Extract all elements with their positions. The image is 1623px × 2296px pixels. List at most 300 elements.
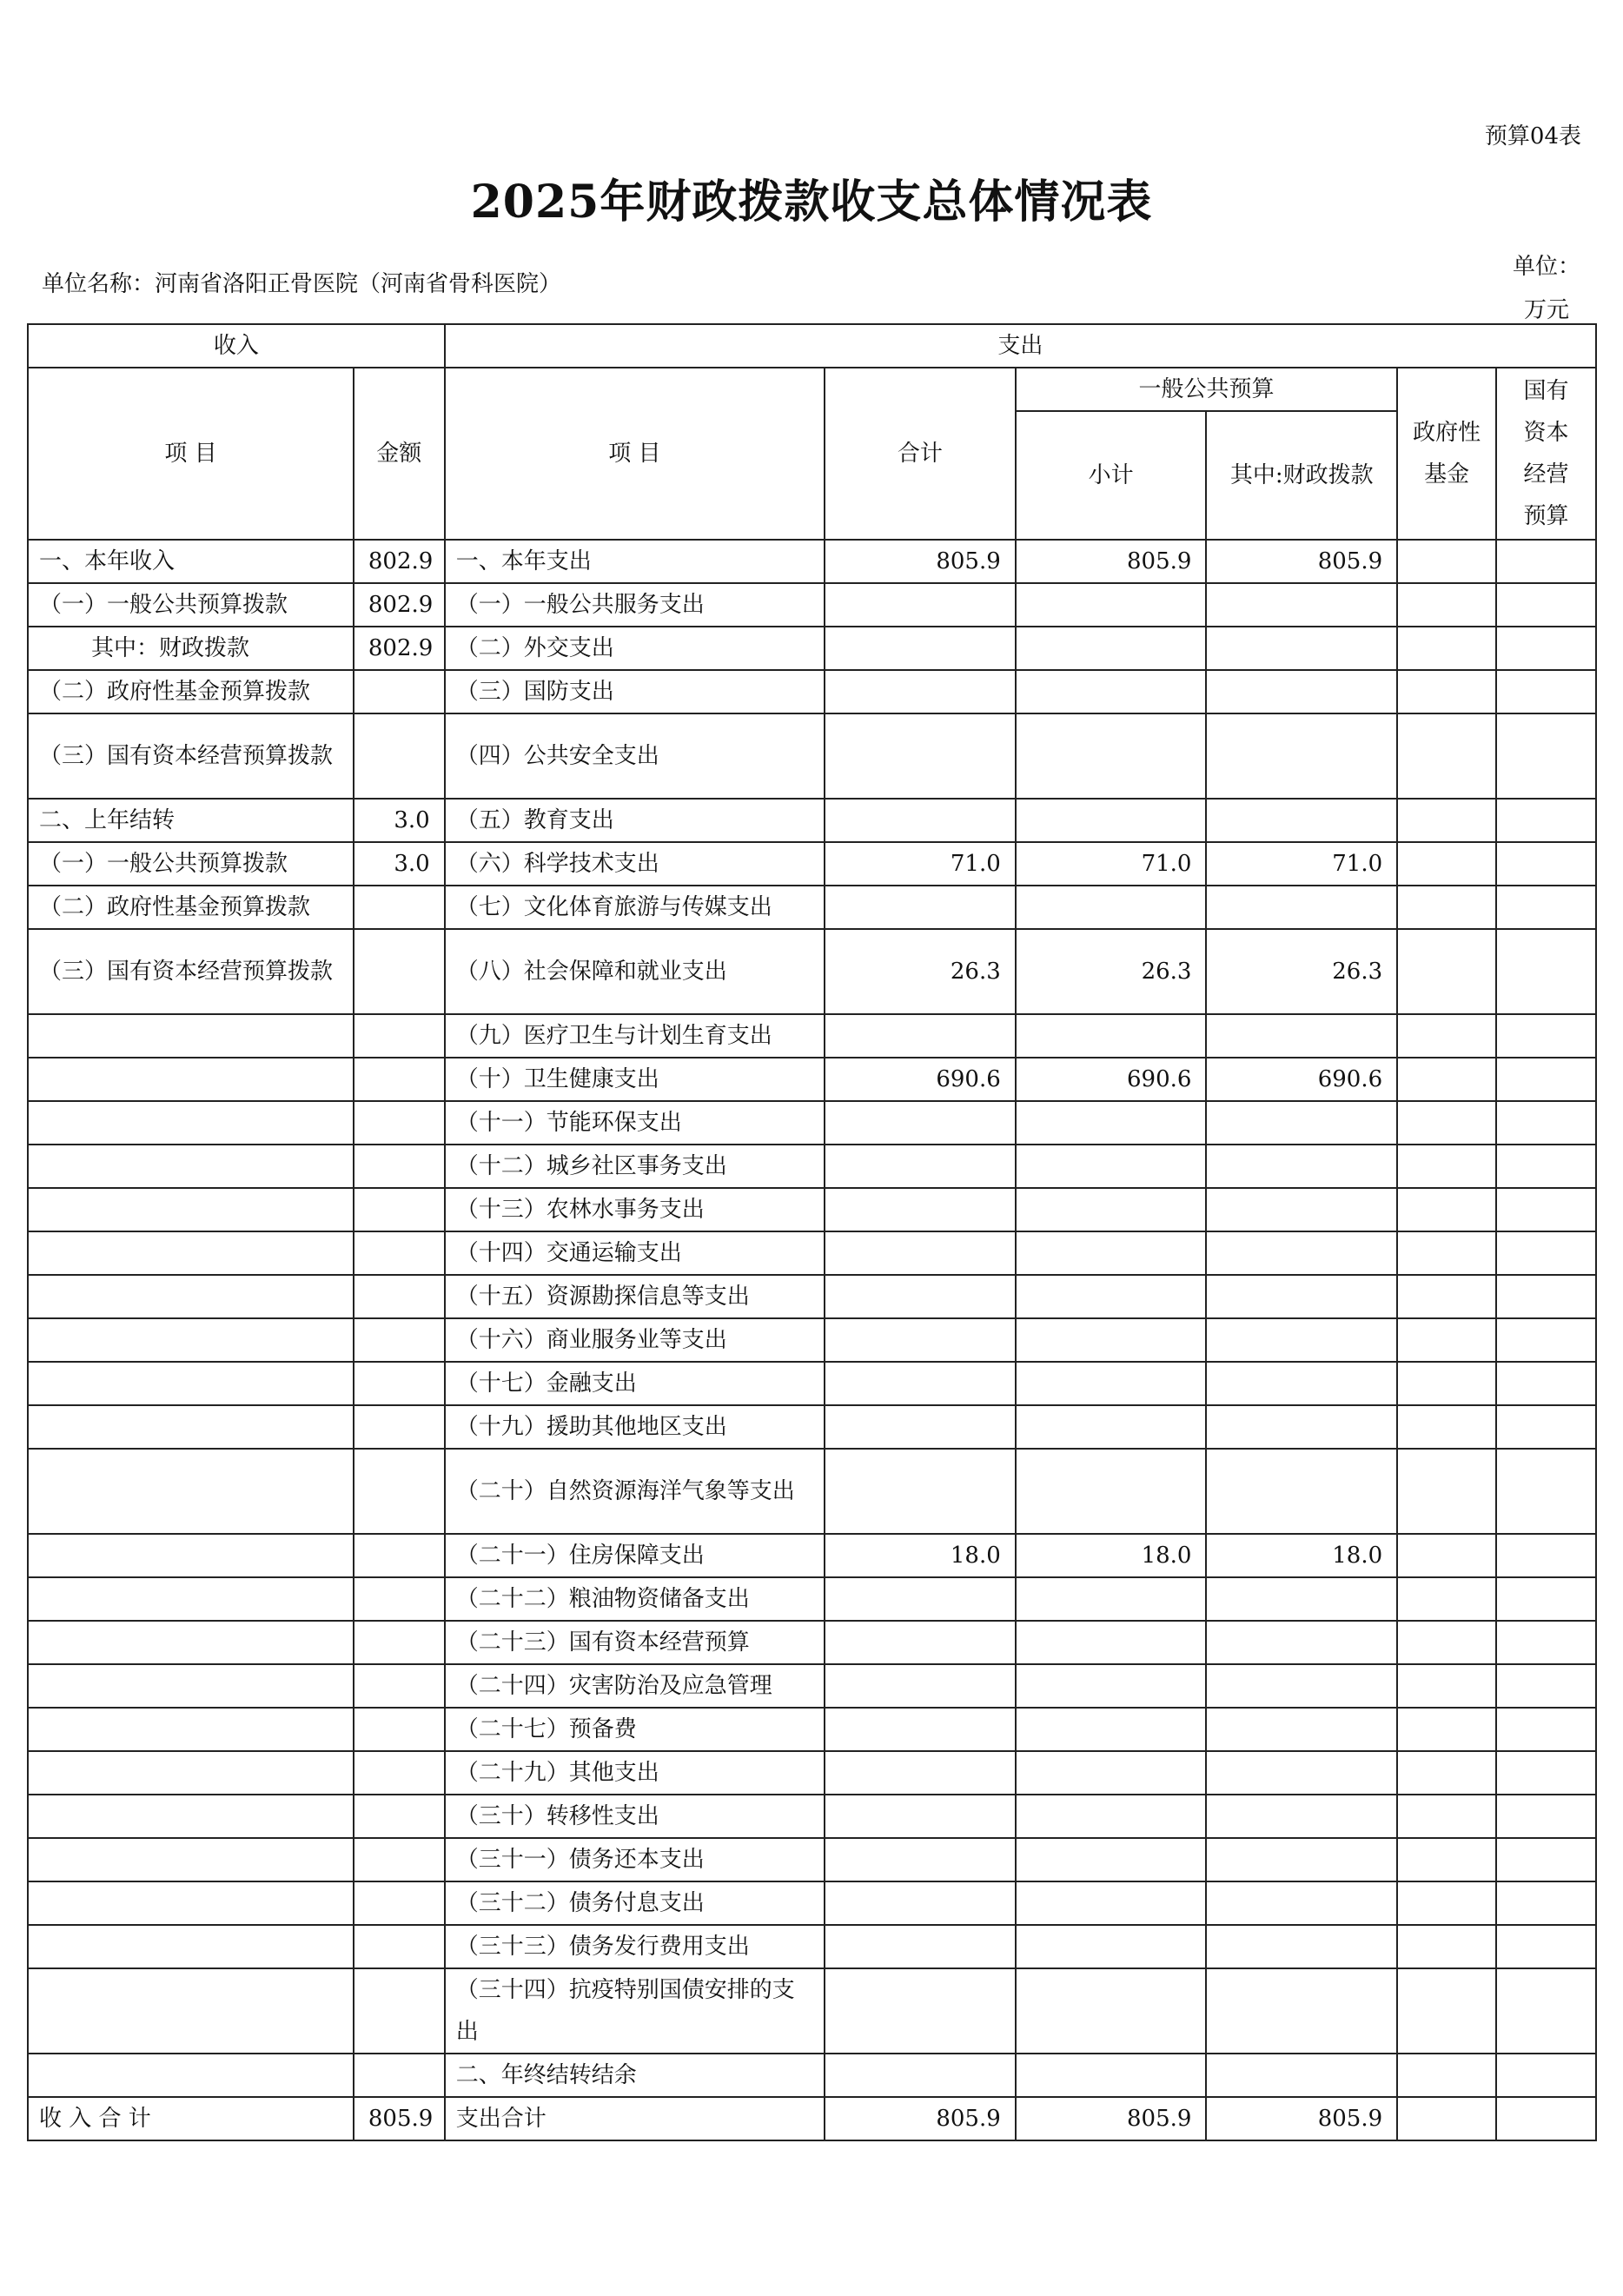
income-amount-cell	[354, 1318, 445, 1362]
subtotal-cell	[1016, 799, 1207, 842]
fiscal-allocation-cell: 805.9	[1206, 540, 1397, 583]
income-item-cell	[28, 1014, 354, 1058]
total-cell: 805.9	[825, 540, 1016, 583]
income-item-cell	[28, 2054, 354, 2097]
table-row	[28, 1881, 1596, 1925]
gov-fund-cell	[1397, 2054, 1496, 2097]
income-item-cell	[28, 1708, 354, 1751]
state-capital-cell	[1496, 1708, 1596, 1751]
total-cell	[825, 1881, 1016, 1925]
subtotal-cell: 26.3	[1016, 929, 1207, 1014]
state-capital-cell	[1496, 886, 1596, 929]
total-cell	[825, 1621, 1016, 1664]
income-amount-cell	[354, 1275, 445, 1318]
total-cell	[825, 1449, 1016, 1534]
state-capital-cell	[1496, 583, 1596, 627]
table-row	[28, 1968, 1596, 2054]
gov-fund-cell	[1397, 1405, 1496, 1449]
gov-fund-cell	[1397, 670, 1496, 713]
total-cell	[825, 1925, 1016, 1968]
income-amount-cell	[354, 670, 445, 713]
income-item-cell: （三）国有资本经营预算拨款	[28, 713, 354, 799]
total-cell	[825, 1795, 1016, 1838]
fiscal-allocation-cell	[1206, 1751, 1397, 1795]
income-amount-cell	[354, 1881, 445, 1925]
gov-fund-cell	[1397, 1231, 1496, 1275]
income-amount-cell	[354, 2054, 445, 2097]
income-amount-cell	[354, 1795, 445, 1838]
income-amount-cell: 805.9	[354, 2097, 445, 2140]
gov-fund-cell	[1397, 929, 1496, 1014]
state-capital-cell	[1496, 1405, 1596, 1449]
table-row	[28, 583, 1596, 627]
fiscal-allocation-cell	[1206, 1318, 1397, 1362]
subtotal-cell	[1016, 670, 1207, 713]
income-amount-cell	[354, 1101, 445, 1145]
income-item-cell	[28, 1362, 354, 1405]
subtotal-header: 小计	[1016, 411, 1207, 540]
total-cell	[825, 1101, 1016, 1145]
subtotal-cell	[1016, 1708, 1207, 1751]
state-capital-cell	[1496, 1362, 1596, 1405]
expense-item-cell: （二十）自然资源海洋气象等支出	[445, 1449, 825, 1534]
total-cell	[825, 1318, 1016, 1362]
subtotal-cell	[1016, 1275, 1207, 1318]
expense-item-cell: （二十四）灾害防治及应急管理	[445, 1664, 825, 1708]
gov-fund-header: 政府性基金	[1397, 368, 1496, 540]
gov-fund-cell	[1397, 540, 1496, 583]
total-cell	[825, 1708, 1016, 1751]
table-row	[28, 713, 1596, 799]
state-capital-cell	[1496, 842, 1596, 886]
expense-item-cell: （十二）城乡社区事务支出	[445, 1145, 825, 1188]
income-amount-cell	[354, 713, 445, 799]
total-cell	[825, 1968, 1016, 2054]
expense-item-cell: 支出合计	[445, 2097, 825, 2140]
gov-fund-cell	[1397, 1881, 1496, 1925]
gov-fund-cell	[1397, 1534, 1496, 1577]
unit-label: 单位：万元	[1512, 254, 1580, 323]
total-cell	[825, 1751, 1016, 1795]
income-amount-cell	[354, 1968, 445, 2054]
fiscal-allocation-cell	[1206, 1362, 1397, 1405]
income-item-cell	[28, 1101, 354, 1145]
fiscal-allocation-cell	[1206, 1664, 1397, 1708]
fiscal-allocation-cell	[1206, 1621, 1397, 1664]
gov-fund-cell	[1397, 1145, 1496, 1188]
income-amount-cell	[354, 1664, 445, 1708]
income-item-cell: 其中：财政拨款	[28, 627, 354, 670]
subtotal-cell	[1016, 1751, 1207, 1795]
subtotal-cell	[1016, 1101, 1207, 1145]
income-amount-cell: 802.9	[354, 583, 445, 627]
state-capital-cell	[1496, 1318, 1596, 1362]
state-capital-cell	[1496, 627, 1596, 670]
income-item-cell	[28, 1881, 354, 1925]
income-amount-cell	[354, 929, 445, 1014]
income-amount-cell	[354, 1362, 445, 1405]
expense-item-cell: （二十一）住房保障支出	[445, 1534, 825, 1577]
amount-header: 金额	[354, 368, 445, 540]
subtotal-cell	[1016, 1362, 1207, 1405]
state-capital-cell	[1496, 1101, 1596, 1145]
state-capital-cell	[1496, 1534, 1596, 1577]
state-capital-cell	[1496, 1449, 1596, 1534]
gov-fund-cell	[1397, 713, 1496, 799]
table-row	[28, 1577, 1596, 1621]
table-row	[28, 1231, 1596, 1275]
income-item-cell: （一）一般公共预算拨款	[28, 583, 354, 627]
income-item-cell	[28, 1577, 354, 1621]
expense-item-cell: （三十三）债务发行费用支出	[445, 1925, 825, 1968]
state-capital-cell	[1496, 670, 1596, 713]
income-header: 收入	[28, 324, 445, 368]
table-row	[28, 1708, 1596, 1751]
state-capital-cell	[1496, 1275, 1596, 1318]
fiscal-allocation-cell: 690.6	[1206, 1058, 1397, 1101]
fiscal-allocation-cell	[1206, 583, 1397, 627]
income-item-cell: 收 入 合 计	[28, 2097, 354, 2140]
income-item-cell	[28, 1318, 354, 1362]
expense-item-header: 项 目	[445, 368, 825, 540]
expense-item-cell: （十一）节能环保支出	[445, 1101, 825, 1145]
income-amount-cell	[354, 1925, 445, 1968]
fiscal-allocation-cell	[1206, 886, 1397, 929]
table-row	[28, 929, 1596, 1014]
expense-item-cell: （十三）农林水事务支出	[445, 1188, 825, 1231]
subtotal-cell	[1016, 1231, 1207, 1275]
total-cell	[825, 713, 1016, 799]
table-row	[28, 842, 1596, 886]
state-capital-cell	[1496, 540, 1596, 583]
fiscal-allocation-cell	[1206, 1968, 1397, 2054]
subtotal-cell: 71.0	[1016, 842, 1207, 886]
state-capital-cell	[1496, 1795, 1596, 1838]
subtotal-cell	[1016, 1014, 1207, 1058]
state-capital-cell	[1496, 1231, 1596, 1275]
total-cell	[825, 1275, 1016, 1318]
income-amount-cell	[354, 1838, 445, 1881]
fiscal-allocation-cell	[1206, 799, 1397, 842]
table-row	[28, 1058, 1596, 1101]
gov-fund-cell	[1397, 627, 1496, 670]
income-amount-cell	[354, 1405, 445, 1449]
subtotal-cell	[1016, 1881, 1207, 1925]
fiscal-allocation-cell	[1206, 713, 1397, 799]
income-item-cell	[28, 1534, 354, 1577]
table-row	[28, 627, 1596, 670]
fiscal-allocation-cell	[1206, 1188, 1397, 1231]
total-cell: 690.6	[825, 1058, 1016, 1101]
subtotal-cell	[1016, 713, 1207, 799]
total-cell	[825, 1362, 1016, 1405]
fiscal-allocation-cell	[1206, 1925, 1397, 1968]
income-item-cell	[28, 1405, 354, 1449]
table-row	[28, 1275, 1596, 1318]
fiscal-allocation-cell	[1206, 1014, 1397, 1058]
gov-fund-cell	[1397, 886, 1496, 929]
total-cell	[825, 627, 1016, 670]
state-capital-cell	[1496, 1058, 1596, 1101]
state-capital-cell	[1496, 1838, 1596, 1881]
income-amount-cell	[354, 886, 445, 929]
subtotal-cell	[1016, 2054, 1207, 2097]
fiscal-allocation-cell	[1206, 1838, 1397, 1881]
of-which-header: 其中:财政拨款	[1206, 411, 1397, 540]
table-row	[28, 1751, 1596, 1795]
expense-item-cell: （三十）转移性支出	[445, 1795, 825, 1838]
fiscal-allocation-cell	[1206, 627, 1397, 670]
state-capital-cell	[1496, 2054, 1596, 2097]
income-amount-cell	[354, 1577, 445, 1621]
income-item-cell: 一、本年收入	[28, 540, 354, 583]
income-amount-cell	[354, 1751, 445, 1795]
subtotal-cell	[1016, 583, 1207, 627]
table-row	[28, 2097, 1596, 2140]
total-cell	[825, 1014, 1016, 1058]
gov-fund-cell	[1397, 1751, 1496, 1795]
expense-header: 支出	[445, 324, 1596, 368]
fiscal-allocation-cell	[1206, 1101, 1397, 1145]
table-row	[28, 670, 1596, 713]
table-row	[28, 1405, 1596, 1449]
fiscal-allocation-cell: 805.9	[1206, 2097, 1397, 2140]
table-row	[28, 1014, 1596, 1058]
income-item-cell	[28, 1188, 354, 1231]
income-amount-cell	[354, 1534, 445, 1577]
table-row	[28, 1621, 1596, 1664]
subtotal-cell	[1016, 886, 1207, 929]
subtotal-cell	[1016, 1188, 1207, 1231]
gov-fund-cell	[1397, 1101, 1496, 1145]
fiscal-allocation-cell	[1206, 1145, 1397, 1188]
total-cell	[825, 1188, 1016, 1231]
expense-item-cell: （二）外交支出	[445, 627, 825, 670]
expense-item-cell: （十七）金融支出	[445, 1362, 825, 1405]
expense-item-cell: （五）教育支出	[445, 799, 825, 842]
subtotal-cell	[1016, 1449, 1207, 1534]
expense-item-cell: （十六）商业服务业等支出	[445, 1318, 825, 1362]
income-amount-cell	[354, 1014, 445, 1058]
gov-fund-cell	[1397, 1968, 1496, 2054]
expense-item-cell: （二十九）其他支出	[445, 1751, 825, 1795]
income-item-cell	[28, 1275, 354, 1318]
gov-fund-cell	[1397, 1014, 1496, 1058]
expense-item-cell: （六）科学技术支出	[445, 842, 825, 886]
expense-item-cell: （十九）援助其他地区支出	[445, 1405, 825, 1449]
income-amount-cell	[354, 1145, 445, 1188]
fiscal-allocation-cell: 26.3	[1206, 929, 1397, 1014]
income-amount-cell	[354, 1231, 445, 1275]
page-title: 2025年财政拨款收支总体情况表	[470, 176, 1153, 229]
total-cell: 26.3	[825, 929, 1016, 1014]
income-item-cell: 二、上年结转	[28, 799, 354, 842]
fiscal-allocation-cell	[1206, 1275, 1397, 1318]
gov-fund-cell	[1397, 1708, 1496, 1751]
fiscal-allocation-cell	[1206, 1405, 1397, 1449]
subtotal-cell	[1016, 1664, 1207, 1708]
state-capital-cell	[1496, 1188, 1596, 1231]
gov-fund-cell	[1397, 583, 1496, 627]
subtotal-cell	[1016, 1795, 1207, 1838]
subtotal-cell: 805.9	[1016, 540, 1207, 583]
income-item-cell: （二）政府性基金预算拨款	[28, 670, 354, 713]
expense-item-cell: （八）社会保障和就业支出	[445, 929, 825, 1014]
gov-fund-cell	[1397, 1621, 1496, 1664]
table-row	[28, 1664, 1596, 1708]
gov-fund-cell	[1397, 842, 1496, 886]
subtotal-cell: 805.9	[1016, 2097, 1207, 2140]
expense-item-cell: （十）卫生健康支出	[445, 1058, 825, 1101]
income-amount-cell	[354, 1188, 445, 1231]
subtotal-cell	[1016, 1318, 1207, 1362]
income-amount-cell	[354, 1621, 445, 1664]
income-item-cell: （一）一般公共预算拨款	[28, 842, 354, 886]
gov-fund-cell	[1397, 1188, 1496, 1231]
income-amount-cell: 802.9	[354, 540, 445, 583]
income-amount-cell	[354, 1708, 445, 1751]
total-header: 合计	[825, 368, 1016, 540]
table-row	[28, 540, 1596, 583]
expense-item-cell: （二十七）预备费	[445, 1708, 825, 1751]
expense-item-cell: （二十二）粮油物资储备支出	[445, 1577, 825, 1621]
gov-fund-cell	[1397, 1925, 1496, 1968]
table-row	[28, 1449, 1596, 1534]
expense-item-cell: （三十一）债务还本支出	[445, 1838, 825, 1881]
income-item-cell	[28, 1838, 354, 1881]
state-capital-cell	[1496, 1925, 1596, 1968]
expense-item-cell: 一、本年支出	[445, 540, 825, 583]
subtotal-cell	[1016, 1145, 1207, 1188]
fiscal-allocation-cell	[1206, 670, 1397, 713]
gov-fund-cell	[1397, 1318, 1496, 1362]
fiscal-allocation-cell	[1206, 2054, 1397, 2097]
expense-item-cell: 二、年终结转结余	[445, 2054, 825, 2097]
gov-fund-cell	[1397, 1577, 1496, 1621]
table-row	[28, 1534, 1596, 1577]
state-capital-cell	[1496, 713, 1596, 799]
gov-fund-cell	[1397, 1838, 1496, 1881]
table-row	[28, 1838, 1596, 1881]
income-item-cell	[28, 1664, 354, 1708]
income-item-cell	[28, 1231, 354, 1275]
state-capital-cell	[1496, 1881, 1596, 1925]
general-budget-header: 一般公共预算	[1016, 368, 1397, 411]
income-item-cell	[28, 1751, 354, 1795]
income-amount-cell: 3.0	[354, 799, 445, 842]
total-cell: 805.9	[825, 2097, 1016, 2140]
fiscal-allocation-cell: 71.0	[1206, 842, 1397, 886]
subtotal-cell: 18.0	[1016, 1534, 1207, 1577]
total-cell	[825, 1664, 1016, 1708]
income-amount-cell: 802.9	[354, 627, 445, 670]
total-cell	[825, 1231, 1016, 1275]
income-item-cell	[28, 1968, 354, 2054]
state-capital-cell	[1496, 1664, 1596, 1708]
subtotal-cell	[1016, 1405, 1207, 1449]
state-capital-cell	[1496, 1145, 1596, 1188]
income-item-cell	[28, 1795, 354, 1838]
total-cell	[825, 670, 1016, 713]
fiscal-allocation-cell: 18.0	[1206, 1534, 1397, 1577]
fiscal-allocation-cell	[1206, 1577, 1397, 1621]
budget-table	[27, 323, 1597, 2141]
income-item-cell: （三）国有资本经营预算拨款	[28, 929, 354, 1014]
total-cell	[825, 1405, 1016, 1449]
fiscal-allocation-cell	[1206, 1708, 1397, 1751]
total-cell	[825, 1838, 1016, 1881]
state-capital-cell	[1496, 929, 1596, 1014]
unit-name: 单位名称：河南省洛阳正骨医院（河南省骨科医院）	[42, 271, 562, 297]
table-row	[28, 1362, 1596, 1405]
subtotal-cell	[1016, 1838, 1207, 1881]
state-capital-cell	[1496, 799, 1596, 842]
gov-fund-cell	[1397, 1664, 1496, 1708]
table-row	[28, 1188, 1596, 1231]
table-row	[28, 1145, 1596, 1188]
expense-item-cell: （三）国防支出	[445, 670, 825, 713]
expense-item-cell: （四）公共安全支出	[445, 713, 825, 799]
subtotal-cell	[1016, 1925, 1207, 1968]
fiscal-allocation-cell	[1206, 1795, 1397, 1838]
fiscal-allocation-cell	[1206, 1231, 1397, 1275]
income-amount-cell: 3.0	[354, 842, 445, 886]
state-capital-cell	[1496, 2097, 1596, 2140]
state-capital-cell	[1496, 1014, 1596, 1058]
expense-item-cell: （三十四）抗疫特别国债安排的支出	[445, 1968, 825, 2054]
expense-item-cell: （九）医疗卫生与计划生育支出	[445, 1014, 825, 1058]
income-amount-cell	[354, 1449, 445, 1534]
state-capital-cell	[1496, 1751, 1596, 1795]
expense-item-cell: （十五）资源勘探信息等支出	[445, 1275, 825, 1318]
total-cell	[825, 799, 1016, 842]
state-capital-cell	[1496, 1621, 1596, 1664]
gov-fund-cell	[1397, 1449, 1496, 1534]
total-cell	[825, 886, 1016, 929]
state-capital-header: 国有资本经营预算	[1496, 368, 1596, 540]
total-cell: 71.0	[825, 842, 1016, 886]
subtotal-cell	[1016, 627, 1207, 670]
expense-item-cell: （二十三）国有资本经营预算	[445, 1621, 825, 1664]
income-item-cell	[28, 1925, 354, 1968]
income-item-cell	[28, 1621, 354, 1664]
total-cell	[825, 2054, 1016, 2097]
income-item-cell	[28, 1145, 354, 1188]
subtotal-cell: 690.6	[1016, 1058, 1207, 1101]
subtotal-cell	[1016, 1621, 1207, 1664]
subtotal-cell	[1016, 1577, 1207, 1621]
table-row	[28, 886, 1596, 929]
income-amount-cell	[354, 1058, 445, 1101]
gov-fund-cell	[1397, 1362, 1496, 1405]
income-item-cell	[28, 1449, 354, 1534]
expense-item-cell: （一）一般公共服务支出	[445, 583, 825, 627]
total-cell	[825, 1145, 1016, 1188]
expense-item-cell: （三十二）债务付息支出	[445, 1881, 825, 1925]
state-capital-cell	[1496, 1968, 1596, 2054]
subtotal-cell	[1016, 1968, 1207, 2054]
table-row	[28, 2054, 1596, 2097]
table-row	[28, 1101, 1596, 1145]
gov-fund-cell	[1397, 1795, 1496, 1838]
total-cell	[825, 1577, 1016, 1621]
fiscal-allocation-cell	[1206, 1881, 1397, 1925]
expense-item-cell: （十四）交通运输支出	[445, 1231, 825, 1275]
income-item-cell	[28, 1058, 354, 1101]
income-item-header: 项 目	[28, 368, 354, 540]
expense-item-cell: （七）文化体育旅游与传媒支出	[445, 886, 825, 929]
table-row	[28, 799, 1596, 842]
